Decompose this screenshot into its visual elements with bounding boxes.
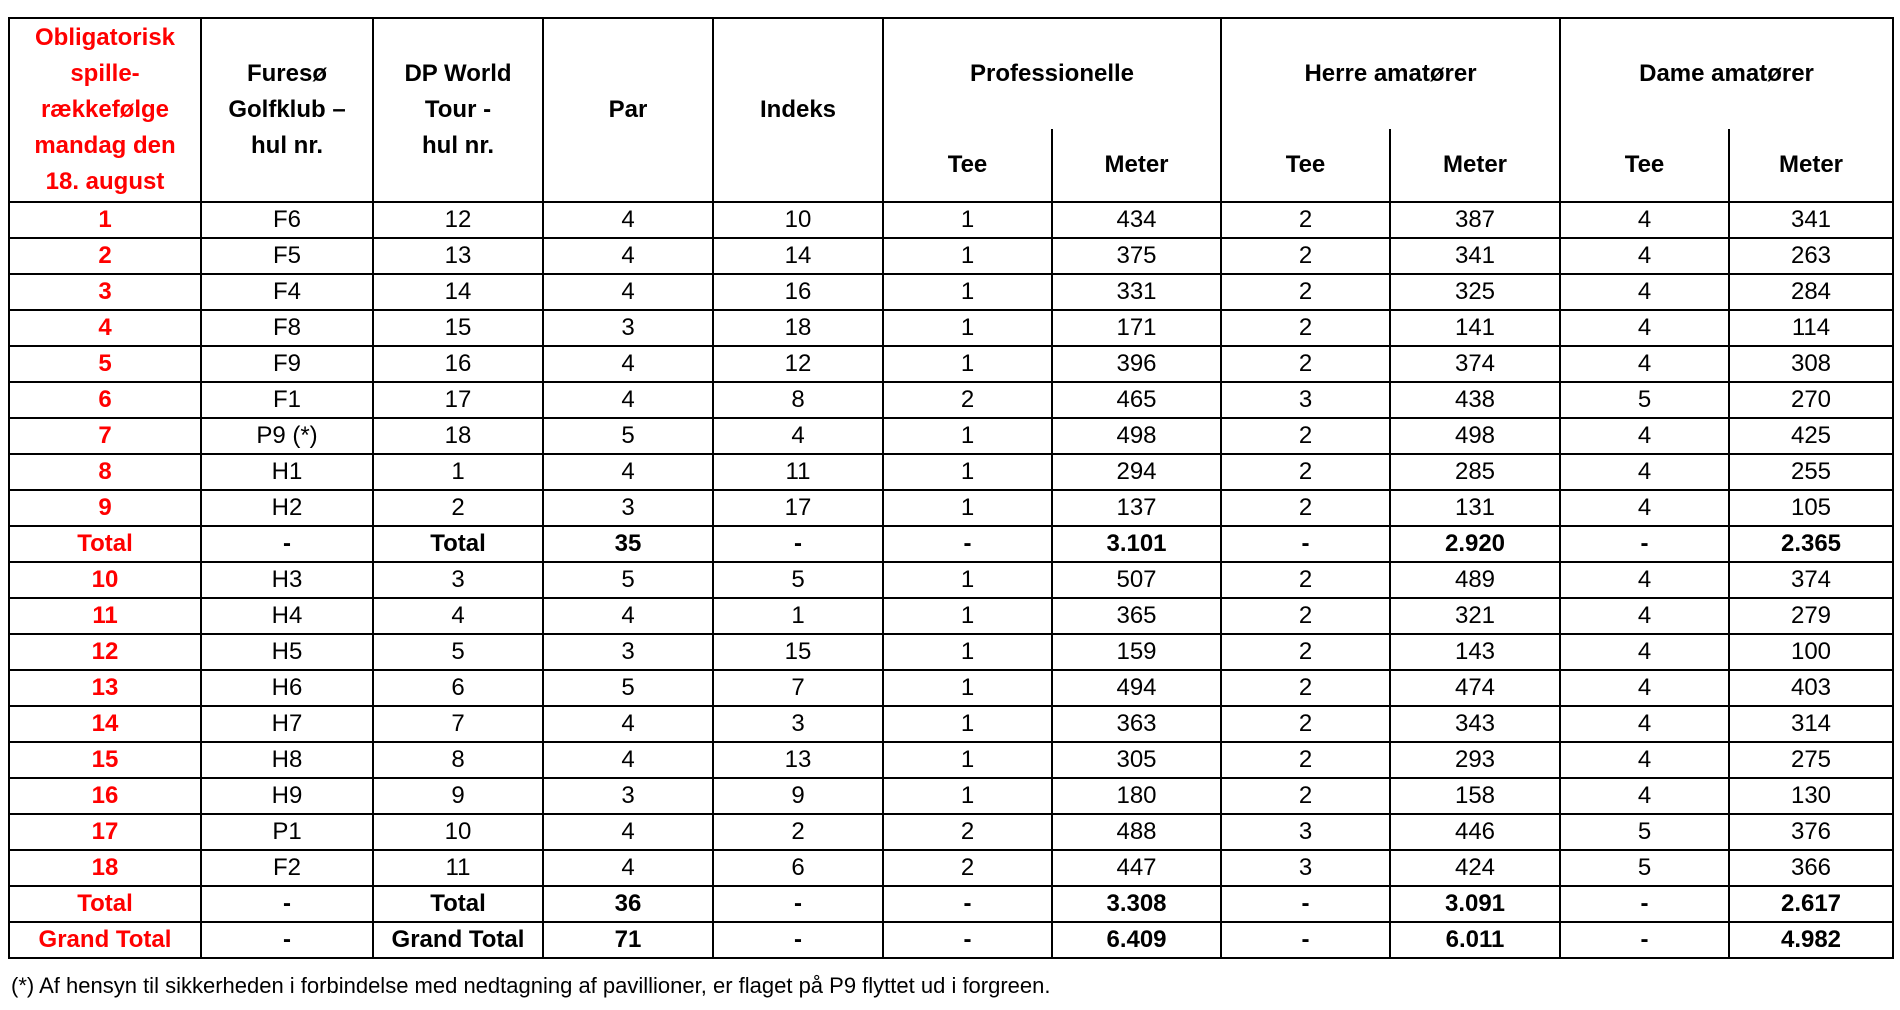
cell-pro-meter: 331	[1052, 274, 1221, 310]
cell-pro-tee: 1	[883, 490, 1052, 526]
cell-par: 3	[543, 634, 713, 670]
cell-herre-tee: -	[1221, 922, 1390, 958]
cell-herre-tee: 2	[1221, 310, 1390, 346]
cell-pro-tee: 1	[883, 670, 1052, 706]
cell-indeks: 18	[713, 310, 883, 346]
cell-dame-tee: 4	[1560, 310, 1729, 346]
cell-indeks: 14	[713, 238, 883, 274]
cell-par: 4	[543, 814, 713, 850]
cell-dame-meter: 425	[1729, 418, 1893, 454]
cell-furesoe-hole: F4	[201, 274, 373, 310]
cell-pro-tee: 2	[883, 814, 1052, 850]
header-furesoe-hole	[201, 18, 373, 202]
cell-dame-meter: 308	[1729, 346, 1893, 382]
cell-pro-tee: 1	[883, 706, 1052, 742]
cell-pro-meter: 294	[1052, 454, 1221, 490]
cell-pro-tee: 1	[883, 418, 1052, 454]
cell-furesoe-hole: H7	[201, 706, 373, 742]
cell-dpwt-hole: 15	[373, 310, 543, 346]
cell-herre-tee: 2	[1221, 562, 1390, 598]
cell-dpwt-hole: 8	[373, 742, 543, 778]
table-row	[9, 778, 1893, 814]
table-row	[9, 742, 1893, 778]
cell-dame-meter: 376	[1729, 814, 1893, 850]
cell-dame-meter: 366	[1729, 850, 1893, 886]
cell-herre-meter: 6.011	[1390, 922, 1560, 958]
table-body	[9, 202, 1893, 958]
cell-dpwt-hole: 2	[373, 490, 543, 526]
cell-play-order: Total	[9, 886, 201, 922]
cell-furesoe-hole: F1	[201, 382, 373, 418]
cell-herre-tee: 2	[1221, 454, 1390, 490]
cell-furesoe-hole: -	[201, 526, 373, 562]
cell-indeks: 10	[713, 202, 883, 238]
cell-herre-meter: 387	[1390, 202, 1560, 238]
cell-pro-tee: 2	[883, 850, 1052, 886]
cell-dame-tee: 5	[1560, 850, 1729, 886]
cell-furesoe-hole: F9	[201, 346, 373, 382]
cell-dame-meter: 105	[1729, 490, 1893, 526]
cell-par: 4	[543, 202, 713, 238]
table-row	[9, 238, 1893, 274]
cell-pro-meter: 171	[1052, 310, 1221, 346]
cell-play-order: 10	[9, 562, 201, 598]
cell-pro-tee: 1	[883, 202, 1052, 238]
cell-dpwt-hole: Grand Total	[373, 922, 543, 958]
cell-play-order: 4	[9, 310, 201, 346]
cell-play-order: 1	[9, 202, 201, 238]
cell-par: 35	[543, 526, 713, 562]
cell-dpwt-hole: 5	[373, 634, 543, 670]
cell-dame-meter: 114	[1729, 310, 1893, 346]
cell-play-order: 2	[9, 238, 201, 274]
cell-play-order: Total	[9, 526, 201, 562]
cell-par: 5	[543, 670, 713, 706]
cell-furesoe-hole: H9	[201, 778, 373, 814]
cell-dpwt-hole: Total	[373, 526, 543, 562]
header-order-line: mandag den	[34, 132, 176, 159]
cell-dame-tee: 4	[1560, 274, 1729, 310]
header-pro-tee: Tee	[883, 129, 1052, 202]
cell-dpwt-hole: Total	[373, 886, 543, 922]
cell-pro-tee: 1	[883, 274, 1052, 310]
cell-dame-tee: 4	[1560, 742, 1729, 778]
cell-indeks: 1	[713, 598, 883, 634]
table-row	[9, 418, 1893, 454]
header-professionelle: Professionelle	[883, 18, 1221, 129]
cell-dame-meter: 2.617	[1729, 886, 1893, 922]
cell-pro-tee: 1	[883, 778, 1052, 814]
header-order-label	[9, 18, 201, 202]
cell-herre-meter: 489	[1390, 562, 1560, 598]
table-row	[9, 598, 1893, 634]
cell-play-order: Grand Total	[9, 922, 201, 958]
cell-herre-tee: 3	[1221, 814, 1390, 850]
cell-pro-meter: 365	[1052, 598, 1221, 634]
cell-pro-meter: 507	[1052, 562, 1221, 598]
header-dpwt-line: DP World	[404, 60, 512, 87]
cell-dpwt-hole: 1	[373, 454, 543, 490]
cell-herre-meter: 285	[1390, 454, 1560, 490]
table-row	[9, 382, 1893, 418]
cell-herre-tee: 2	[1221, 634, 1390, 670]
table-row	[9, 670, 1893, 706]
cell-dame-meter: 374	[1729, 562, 1893, 598]
cell-dame-tee: 5	[1560, 814, 1729, 850]
cell-indeks: -	[713, 922, 883, 958]
cell-furesoe-hole: H6	[201, 670, 373, 706]
cell-herre-meter: 424	[1390, 850, 1560, 886]
cell-dame-tee: 4	[1560, 418, 1729, 454]
cell-herre-tee: 2	[1221, 238, 1390, 274]
cell-par: 3	[543, 778, 713, 814]
table-row	[9, 706, 1893, 742]
cell-indeks: 2	[713, 814, 883, 850]
cell-herre-tee: 2	[1221, 670, 1390, 706]
cell-herre-tee: -	[1221, 526, 1390, 562]
cell-furesoe-hole: -	[201, 922, 373, 958]
cell-dame-tee: 5	[1560, 382, 1729, 418]
cell-indeks: 9	[713, 778, 883, 814]
cell-herre-meter: 131	[1390, 490, 1560, 526]
cell-dpwt-hole: 11	[373, 850, 543, 886]
header-indeks: Indeks	[713, 18, 883, 202]
header-herre-meter: Meter	[1390, 129, 1560, 202]
header-order-line: 18. august	[45, 168, 165, 195]
cell-indeks: 4	[713, 418, 883, 454]
cell-dpwt-hole: 14	[373, 274, 543, 310]
cell-pro-meter: 180	[1052, 778, 1221, 814]
cell-herre-tee: 2	[1221, 418, 1390, 454]
cell-pro-tee: 1	[883, 742, 1052, 778]
cell-par: 36	[543, 886, 713, 922]
header-order-line: spille-	[70, 60, 140, 87]
table-row	[9, 814, 1893, 850]
cell-par: 3	[543, 310, 713, 346]
cell-herre-meter: 446	[1390, 814, 1560, 850]
cell-dame-tee: 4	[1560, 634, 1729, 670]
cell-indeks: 15	[713, 634, 883, 670]
cell-herre-meter: 3.091	[1390, 886, 1560, 922]
cell-dame-meter: 130	[1729, 778, 1893, 814]
header-furesoe-line: Furesø	[246, 60, 327, 87]
cell-par: 4	[543, 850, 713, 886]
cell-indeks: 5	[713, 562, 883, 598]
cell-dpwt-hole: 13	[373, 238, 543, 274]
cell-dame-meter: 314	[1729, 706, 1893, 742]
table-row	[9, 274, 1893, 310]
cell-indeks: 16	[713, 274, 883, 310]
cell-herre-meter: 141	[1390, 310, 1560, 346]
cell-par: 4	[543, 346, 713, 382]
cell-play-order: 8	[9, 454, 201, 490]
cell-pro-meter: 494	[1052, 670, 1221, 706]
header-dame-meter: Meter	[1729, 129, 1893, 202]
cell-herre-tee: 2	[1221, 490, 1390, 526]
cell-furesoe-hole: H1	[201, 454, 373, 490]
cell-dpwt-hole: 9	[373, 778, 543, 814]
cell-dpwt-hole: 12	[373, 202, 543, 238]
cell-dame-tee: 4	[1560, 238, 1729, 274]
cell-dame-tee: 4	[1560, 598, 1729, 634]
cell-furesoe-hole: F2	[201, 850, 373, 886]
cell-par: 5	[543, 562, 713, 598]
table-header	[9, 18, 1893, 202]
cell-furesoe-hole: H4	[201, 598, 373, 634]
cell-pro-tee: 1	[883, 238, 1052, 274]
cell-pro-meter: 3.308	[1052, 886, 1221, 922]
cell-pro-meter: 396	[1052, 346, 1221, 382]
cell-furesoe-hole: H2	[201, 490, 373, 526]
cell-herre-tee: -	[1221, 886, 1390, 922]
cell-herre-tee: 2	[1221, 346, 1390, 382]
header-order-line: Obligatorisk	[34, 24, 176, 51]
header-herre-tee: Tee	[1221, 129, 1390, 202]
cell-dame-tee: 4	[1560, 202, 1729, 238]
cell-dame-meter: 2.365	[1729, 526, 1893, 562]
header-herre-amatoerer: Herre amatører	[1221, 18, 1560, 129]
cell-pro-meter: 159	[1052, 634, 1221, 670]
cell-dpwt-hole: 4	[373, 598, 543, 634]
cell-dame-meter: 4.982	[1729, 922, 1893, 958]
cell-dame-meter: 284	[1729, 274, 1893, 310]
cell-pro-meter: 375	[1052, 238, 1221, 274]
table-row	[9, 346, 1893, 382]
table-row	[9, 490, 1893, 526]
cell-pro-meter: 498	[1052, 418, 1221, 454]
cell-dpwt-hole: 16	[373, 346, 543, 382]
total-row	[9, 922, 1893, 958]
cell-indeks: -	[713, 526, 883, 562]
cell-play-order: 6	[9, 382, 201, 418]
table-row	[9, 310, 1893, 346]
cell-play-order: 3	[9, 274, 201, 310]
cell-par: 4	[543, 742, 713, 778]
cell-dpwt-hole: 6	[373, 670, 543, 706]
cell-dame-tee: 4	[1560, 778, 1729, 814]
cell-play-order: 5	[9, 346, 201, 382]
cell-pro-meter: 447	[1052, 850, 1221, 886]
header-pro-meter: Meter	[1052, 129, 1221, 202]
table-row	[9, 850, 1893, 886]
cell-indeks: 8	[713, 382, 883, 418]
header-dame-tee: Tee	[1560, 129, 1729, 202]
cell-dpwt-hole: 18	[373, 418, 543, 454]
cell-par: 71	[543, 922, 713, 958]
header-par: Par	[543, 18, 713, 202]
cell-par: 4	[543, 598, 713, 634]
cell-pro-tee: 1	[883, 598, 1052, 634]
cell-dame-tee: 4	[1560, 490, 1729, 526]
cell-pro-meter: 137	[1052, 490, 1221, 526]
cell-dame-meter: 263	[1729, 238, 1893, 274]
cell-play-order: 18	[9, 850, 201, 886]
footnote: (*) Af hensyn til sikkerheden i forbindelse med nedtagning af pavillioner, er flaget på P9 flyttet ud i forgreen.	[11, 973, 1051, 998]
cell-herre-meter: 374	[1390, 346, 1560, 382]
cell-par: 5	[543, 418, 713, 454]
cell-pro-tee: 1	[883, 562, 1052, 598]
cell-indeks: -	[713, 886, 883, 922]
cell-dame-meter: 403	[1729, 670, 1893, 706]
cell-play-order: 9	[9, 490, 201, 526]
cell-dame-tee: -	[1560, 922, 1729, 958]
table-row	[9, 562, 1893, 598]
cell-indeks: 3	[713, 706, 883, 742]
cell-dame-tee: -	[1560, 526, 1729, 562]
cell-herre-tee: 3	[1221, 382, 1390, 418]
cell-furesoe-hole: -	[201, 886, 373, 922]
cell-herre-meter: 474	[1390, 670, 1560, 706]
cell-herre-meter: 325	[1390, 274, 1560, 310]
cell-herre-meter: 438	[1390, 382, 1560, 418]
cell-dame-meter: 270	[1729, 382, 1893, 418]
cell-herre-tee: 2	[1221, 706, 1390, 742]
cell-pro-tee: 1	[883, 454, 1052, 490]
cell-dpwt-hole: 10	[373, 814, 543, 850]
cell-furesoe-hole: H5	[201, 634, 373, 670]
header-order-line: rækkefølge	[40, 96, 170, 123]
cell-pro-tee: -	[883, 526, 1052, 562]
table-row	[9, 202, 1893, 238]
header-dame-amatoerer: Dame amatører	[1560, 18, 1893, 129]
cell-play-order: 11	[9, 598, 201, 634]
table-row	[9, 454, 1893, 490]
cell-furesoe-hole: F6	[201, 202, 373, 238]
cell-play-order: 15	[9, 742, 201, 778]
cell-pro-meter: 363	[1052, 706, 1221, 742]
cell-herre-meter: 2.920	[1390, 526, 1560, 562]
cell-herre-tee: 3	[1221, 850, 1390, 886]
cell-pro-tee: 2	[883, 382, 1052, 418]
cell-par: 4	[543, 706, 713, 742]
scorecard-table	[8, 17, 1894, 959]
table-row	[9, 634, 1893, 670]
cell-pro-tee: 1	[883, 346, 1052, 382]
cell-pro-tee: 1	[883, 310, 1052, 346]
cell-indeks: 13	[713, 742, 883, 778]
cell-dame-tee: 4	[1560, 706, 1729, 742]
header-furesoe-line: hul nr.	[251, 132, 323, 159]
cell-dame-meter: 341	[1729, 202, 1893, 238]
cell-pro-meter: 6.409	[1052, 922, 1221, 958]
cell-indeks: 12	[713, 346, 883, 382]
cell-furesoe-hole: F5	[201, 238, 373, 274]
cell-dame-tee: 4	[1560, 670, 1729, 706]
cell-pro-tee: 1	[883, 634, 1052, 670]
cell-herre-tee: 2	[1221, 598, 1390, 634]
cell-herre-meter: 143	[1390, 634, 1560, 670]
cell-indeks: 6	[713, 850, 883, 886]
cell-pro-meter: 434	[1052, 202, 1221, 238]
cell-dame-tee: 4	[1560, 346, 1729, 382]
cell-pro-tee: -	[883, 922, 1052, 958]
cell-pro-meter: 488	[1052, 814, 1221, 850]
cell-furesoe-hole: F8	[201, 310, 373, 346]
cell-par: 4	[543, 238, 713, 274]
cell-dame-meter: 100	[1729, 634, 1893, 670]
cell-dame-tee: -	[1560, 886, 1729, 922]
cell-furesoe-hole: P9 (*)	[201, 418, 373, 454]
cell-dame-meter: 275	[1729, 742, 1893, 778]
cell-herre-meter: 158	[1390, 778, 1560, 814]
cell-herre-meter: 498	[1390, 418, 1560, 454]
cell-play-order: 13	[9, 670, 201, 706]
cell-dpwt-hole: 7	[373, 706, 543, 742]
header-furesoe-line: Golfklub –	[228, 96, 346, 123]
header-dpwt-line: Tour -	[424, 96, 492, 123]
cell-par: 4	[543, 274, 713, 310]
cell-herre-meter: 293	[1390, 742, 1560, 778]
header-dpwt-hole	[373, 18, 543, 202]
cell-herre-meter: 343	[1390, 706, 1560, 742]
cell-indeks: 11	[713, 454, 883, 490]
cell-play-order: 16	[9, 778, 201, 814]
cell-pro-tee: -	[883, 886, 1052, 922]
cell-dpwt-hole: 17	[373, 382, 543, 418]
cell-pro-meter: 465	[1052, 382, 1221, 418]
cell-par: 3	[543, 490, 713, 526]
cell-furesoe-hole: H3	[201, 562, 373, 598]
total-row	[9, 526, 1893, 562]
cell-herre-tee: 2	[1221, 274, 1390, 310]
cell-pro-meter: 3.101	[1052, 526, 1221, 562]
cell-play-order: 17	[9, 814, 201, 850]
cell-herre-meter: 341	[1390, 238, 1560, 274]
cell-dpwt-hole: 3	[373, 562, 543, 598]
total-row	[9, 886, 1893, 922]
cell-par: 4	[543, 382, 713, 418]
cell-indeks: 17	[713, 490, 883, 526]
cell-dame-tee: 4	[1560, 454, 1729, 490]
cell-play-order: 14	[9, 706, 201, 742]
cell-dame-meter: 255	[1729, 454, 1893, 490]
cell-furesoe-hole: P1	[201, 814, 373, 850]
cell-play-order: 12	[9, 634, 201, 670]
cell-indeks: 7	[713, 670, 883, 706]
cell-play-order: 7	[9, 418, 201, 454]
cell-herre-tee: 2	[1221, 778, 1390, 814]
cell-par: 4	[543, 454, 713, 490]
cell-furesoe-hole: H8	[201, 742, 373, 778]
cell-herre-meter: 321	[1390, 598, 1560, 634]
cell-herre-tee: 2	[1221, 742, 1390, 778]
header-dpwt-line: hul nr.	[422, 132, 494, 159]
cell-dame-tee: 4	[1560, 562, 1729, 598]
cell-herre-tee: 2	[1221, 202, 1390, 238]
cell-pro-meter: 305	[1052, 742, 1221, 778]
cell-dame-meter: 279	[1729, 598, 1893, 634]
